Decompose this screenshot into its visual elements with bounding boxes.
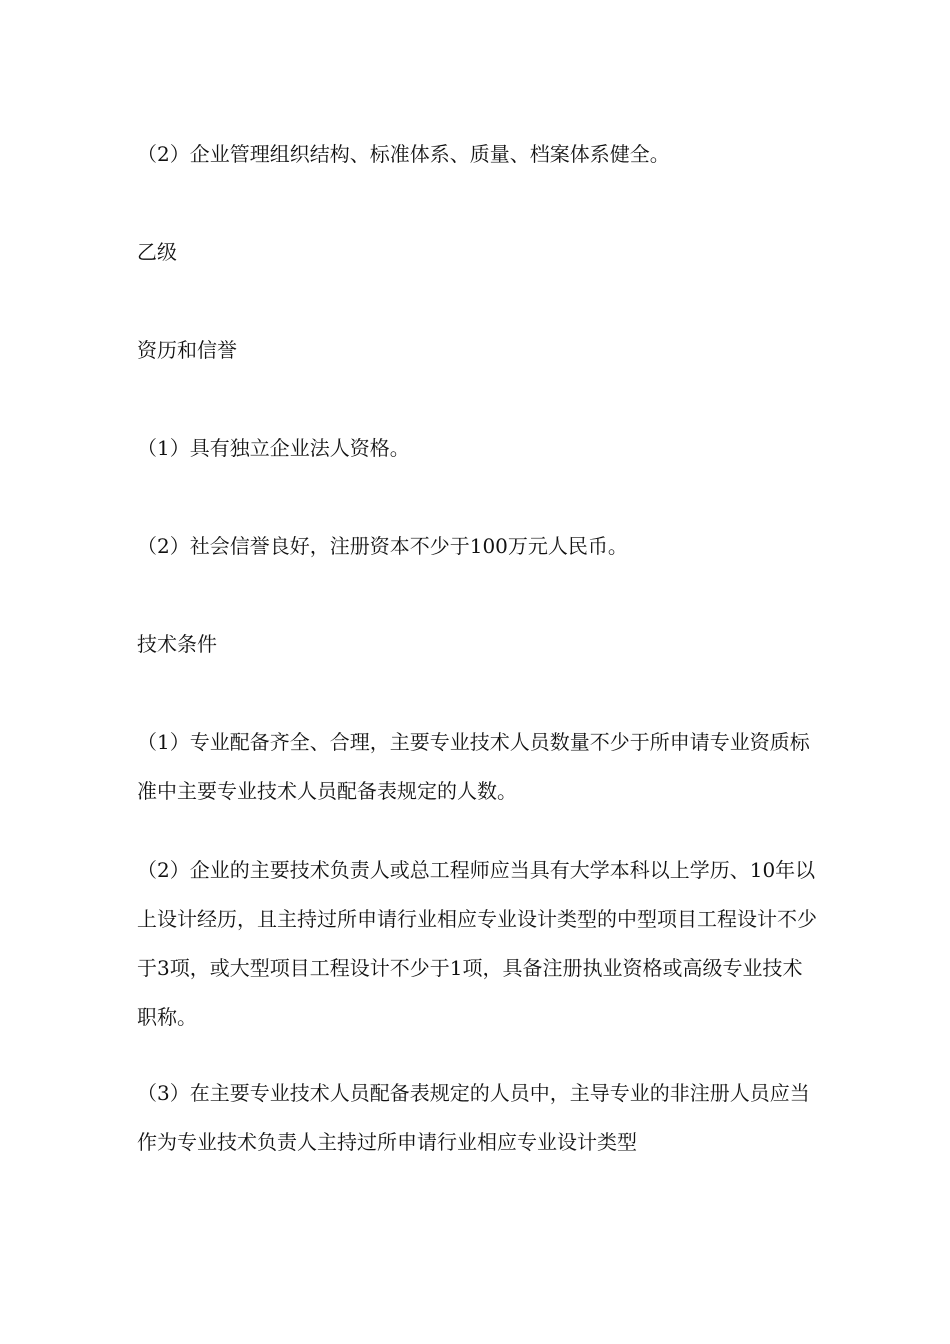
paragraph-staffing: （1）专业配备齐全、合理，主要专业技术人员数量不少于所申请专业资质标准中主要专业技术人员配备表规定的人数。	[137, 730, 810, 803]
heading-technical-conditions: 技术条件	[137, 632, 217, 656]
document-body	[137, 130, 817, 1167]
paragraph-lead-specialty-staff: （3）在主要专业技术人员配备表规定的人员中，主导专业的非注册人员应当作为专业技术负责人主持过所申请行业相应专业设计类型	[137, 1081, 810, 1154]
paragraph-org-structure: （2）企业管理组织结构、标准体系、质量、档案体系健全。	[137, 142, 670, 166]
paragraph-technical-lead: （2）企业的主要技术负责人或总工程师应当具有大学本科以上学历、10年以上设计经历，且主持过所申请行业相应专业设计类型的中型项目工程设计不少于3项，或大型项目工程设计不少于1项，具备注册执业资格或高级专业技术职称。	[137, 858, 817, 1029]
paragraph-registered-capital: （2）社会信誉良好，注册资本不少于100万元人民币。	[137, 534, 628, 558]
paragraph-legal-person: （1）具有独立企业法人资格。	[137, 436, 410, 460]
heading-qualification-reputation: 资历和信誉	[137, 338, 237, 362]
heading-grade-b: 乙级	[137, 240, 177, 264]
